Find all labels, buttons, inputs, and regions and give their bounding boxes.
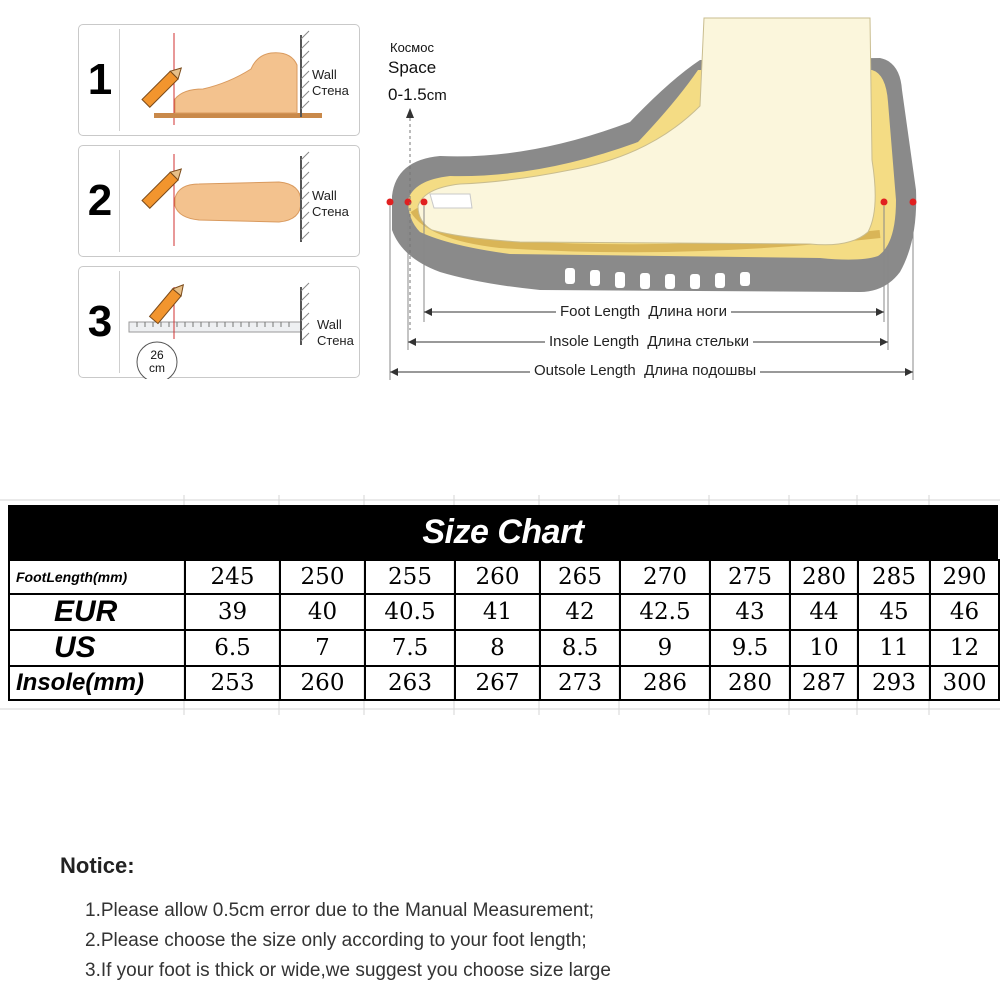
foot-length-ru: Длина ноги [648,303,727,320]
step-number: 1 [87,55,113,104]
insole-length-label [545,333,753,350]
table-cell: 280 [790,560,858,594]
wall-label-ru: Стена [312,83,349,98]
wall-label-ru: Стена [312,204,349,219]
table-cell: 267 [455,666,540,700]
outsole-length-en: Outsole Length [534,362,636,379]
wall-label-en: Wall [312,67,337,82]
size-chart-title: Size Chart [422,512,584,551]
row-header: Insole(mm) [9,666,185,700]
table-row-us [9,630,999,666]
table-cell: 6.5 [185,630,280,666]
insole-length-ru: Длина стельки [647,333,750,350]
notice-title: Notice: [60,853,135,878]
table-row-eur [9,594,999,630]
step-panel-3 [78,266,360,378]
table-cell: 42.5 [620,594,710,630]
table-cell: 8 [455,630,540,666]
step-number: 3 [87,297,113,346]
row-header: FootLength(mm) [9,560,185,594]
table-cell: 260 [455,560,540,594]
table-cell: 263 [365,666,455,700]
measure-unit: cm [149,361,165,375]
wall-label-en: Wall [312,188,337,203]
table-cell: 45 [858,594,930,630]
wall-label-en: Wall [317,317,342,332]
table-cell: 46 [930,594,999,630]
table-cell: 9 [620,630,710,666]
table-cell: 265 [540,560,620,594]
table-cell: 287 [790,666,858,700]
size-chart-title-bar [8,505,998,559]
table-cell: 255 [365,560,455,594]
outsole-length-label [530,362,760,379]
table-cell: 41 [455,594,540,630]
table-cell: 11 [858,630,930,666]
wall-label [312,188,349,220]
notice-item: 2.Please choose the size only according to your foot length; [85,930,587,951]
table-cell: 43 [710,594,790,630]
space-unit: cm [426,87,447,104]
space-label-ru: Космос [390,40,434,55]
wall-label-ru: Стена [317,333,354,348]
notice-item: 3.If your foot is thick or wide,we suggest you choose size large [85,960,611,981]
table-cell: 300 [930,666,999,700]
table-cell: 273 [540,666,620,700]
table-cell: 260 [280,666,365,700]
table-cell: 293 [858,666,930,700]
step-number: 2 [87,176,113,225]
size-chart [0,495,1000,715]
wall-label [312,67,349,99]
table-cell: 44 [790,594,858,630]
space-label-en: Space [388,58,437,77]
size-table [8,559,1000,701]
table-row-foot-length [9,560,999,594]
table-cell: 42 [540,594,620,630]
table-cell: 10 [790,630,858,666]
table-row-insole [9,666,999,700]
table-cell: 7 [280,630,365,666]
row-header: US [9,630,185,666]
measure-value: 26 [150,348,164,362]
space-range: 0-1.5 [388,85,427,104]
table-cell: 40 [280,594,365,630]
table-cell: 40.5 [365,594,455,630]
table-cell: 245 [185,560,280,594]
foot-length-label [556,303,731,320]
foot-length-en: Foot Length [560,303,641,320]
table-cell: 250 [280,560,365,594]
table-cell: 39 [185,594,280,630]
outsole-length-ru: Длина подошвы [644,362,757,379]
insole-length-en: Insole Length [549,333,640,350]
wall-label [317,317,354,349]
table-cell: 286 [620,666,710,700]
table-cell: 253 [185,666,280,700]
table-cell: 9.5 [710,630,790,666]
table-cell: 8.5 [540,630,620,666]
step-panel-2 [78,145,360,257]
table-cell: 270 [620,560,710,594]
table-cell: 275 [710,560,790,594]
measure-readout [147,349,167,375]
table-cell: 290 [930,560,999,594]
step-panel-1 [78,24,360,136]
table-cell: 285 [858,560,930,594]
table-cell: 7.5 [365,630,455,666]
table-cell: 280 [710,666,790,700]
space-value [388,85,447,105]
notice-item: 1.Please allow 0.5cm error due to the Manual Measurement; [85,900,595,921]
table-cell: 12 [930,630,999,666]
row-header: EUR [9,594,185,630]
